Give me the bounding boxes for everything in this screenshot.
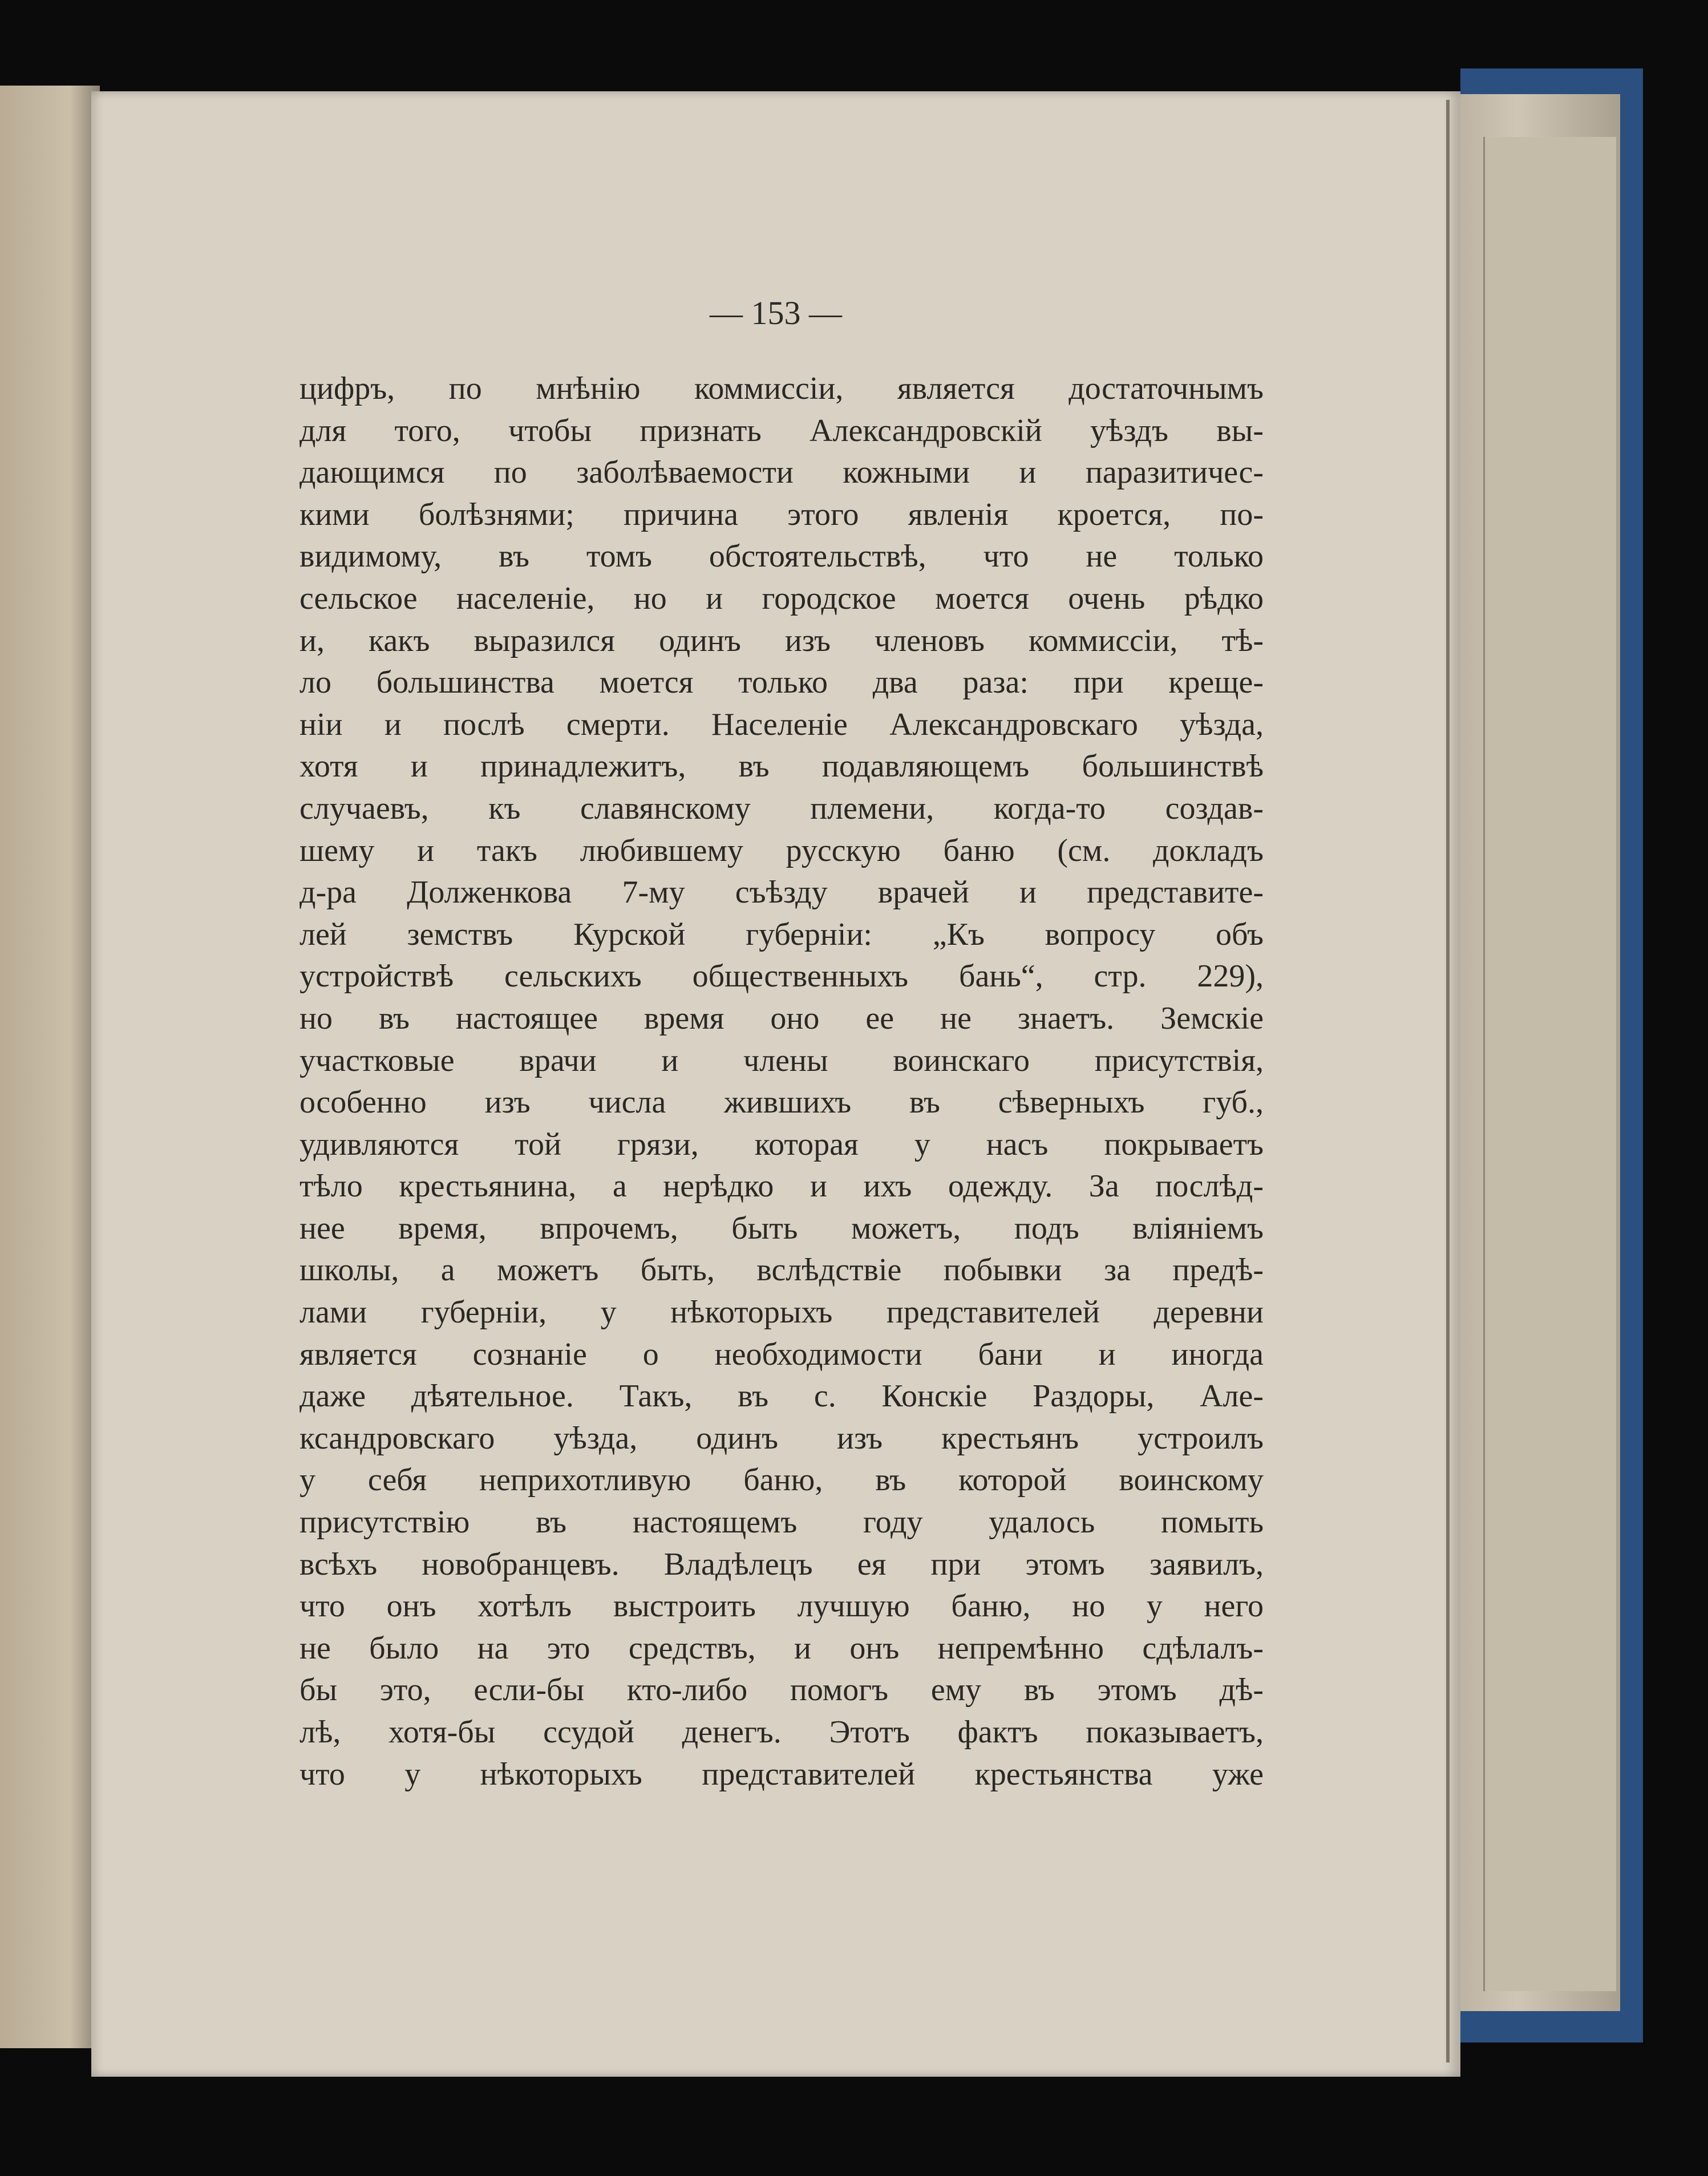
text-line: бы это, если-бы кто-либо помогъ ему въ этомъ дѣ- bbox=[299, 1672, 1264, 1708]
text-line: шему и такъ любившему русскую баню (см. докладъ bbox=[299, 832, 1264, 868]
body-text bbox=[299, 368, 1264, 1795]
text-line: что у нѣкоторыхъ представителей крестьянства уже bbox=[299, 1756, 1264, 1792]
text-line: особенно изъ числа жившихъ въ сѣверныхъ губ., bbox=[299, 1085, 1264, 1121]
book-page bbox=[91, 91, 1460, 2077]
previous-page-edge bbox=[0, 86, 100, 2048]
text-line: хотя и принадлежитъ, въ подавляющемъ большинствѣ bbox=[299, 749, 1264, 784]
text-line: но въ настоящее время оно ее не знаетъ. Земскіе bbox=[299, 1000, 1264, 1036]
text-line: случаевъ, къ славянскому племени, когда-то создав- bbox=[299, 790, 1264, 826]
text-line: лами губерніи, у нѣкоторыхъ представителей деревни bbox=[299, 1295, 1264, 1330]
text-line: сельское населеніе, но и городское моется очень рѣдко bbox=[299, 580, 1264, 616]
text-line: тѣло крестьянина, а нерѣдко и ихъ одежду. За послѣд- bbox=[299, 1168, 1264, 1204]
text-line: ніи и послѣ смерти. Населеніе Александровскаго уѣзда, bbox=[299, 706, 1264, 742]
text-line: является сознаніе о необходимости бани и иногда bbox=[299, 1336, 1264, 1372]
text-line: устройствѣ сельскихъ общественныхъ бань“, стр. 229), bbox=[299, 958, 1264, 994]
text-line: д-ра Долженкова 7-му съѣзду врачей и представите- bbox=[299, 875, 1264, 911]
text-line: лѣ, хотя-бы ссудой денегъ. Этотъ фактъ показываетъ, bbox=[299, 1714, 1264, 1750]
text-line: школы, а можетъ быть, вслѣдствіе побывки за предѣ- bbox=[299, 1252, 1264, 1288]
text-line: что онъ хотѣлъ выстроить лучшую баню, но у него bbox=[299, 1588, 1264, 1624]
page-number: — 153 — bbox=[710, 294, 842, 331]
page-edge-line bbox=[1446, 100, 1450, 2062]
text-line: участковые врачи и члены воинскаго присутствія, bbox=[299, 1042, 1264, 1078]
text-line: ксандровскаго уѣзда, одинъ изъ крестьянъ устроилъ bbox=[299, 1420, 1264, 1456]
page-stack-inner bbox=[1483, 137, 1616, 1991]
text-line: дающимся по заболѣваемости кожными и паразитичес- bbox=[299, 455, 1264, 491]
text-line: ло большинства моется только два раза: при креще- bbox=[299, 665, 1264, 701]
text-line: кими болѣзнями; причина этого явленія кроется, по- bbox=[299, 496, 1264, 532]
text-line: цифръ, по мнѣнію коммиссіи, является достаточнымъ bbox=[299, 371, 1264, 406]
text-line: нее время, впрочемъ, быть можетъ, подъ вліяніемъ bbox=[299, 1210, 1264, 1246]
text-line: и, какъ выразился одинъ изъ членовъ коммиссіи, тѣ- bbox=[299, 622, 1264, 658]
text-line: даже дѣятельное. Такъ, въ с. Конскіе Раздоры, Але- bbox=[299, 1378, 1264, 1414]
text-line: присутствію въ настоящемъ году удалось помыть bbox=[299, 1504, 1264, 1540]
text-line: не было на это средствъ, и онъ непремѣнно сдѣлалъ- bbox=[299, 1630, 1264, 1666]
text-line: удивляются той грязи, которая у насъ покрываетъ bbox=[299, 1126, 1264, 1162]
text-line: лей земствъ Курской губерніи: „Къ вопросу объ bbox=[299, 916, 1264, 952]
text-line: видимому, въ томъ обстоятельствѣ, что не только bbox=[299, 539, 1264, 575]
text-line: у себя неприхотливую баню, въ которой воинскому bbox=[299, 1462, 1264, 1498]
text-line: для того, чтобы признать Александровскій уѣздъ вы- bbox=[299, 412, 1264, 448]
text-line: всѣхъ новобранцевъ. Владѣлецъ ея при этомъ заявилъ, bbox=[299, 1546, 1264, 1582]
